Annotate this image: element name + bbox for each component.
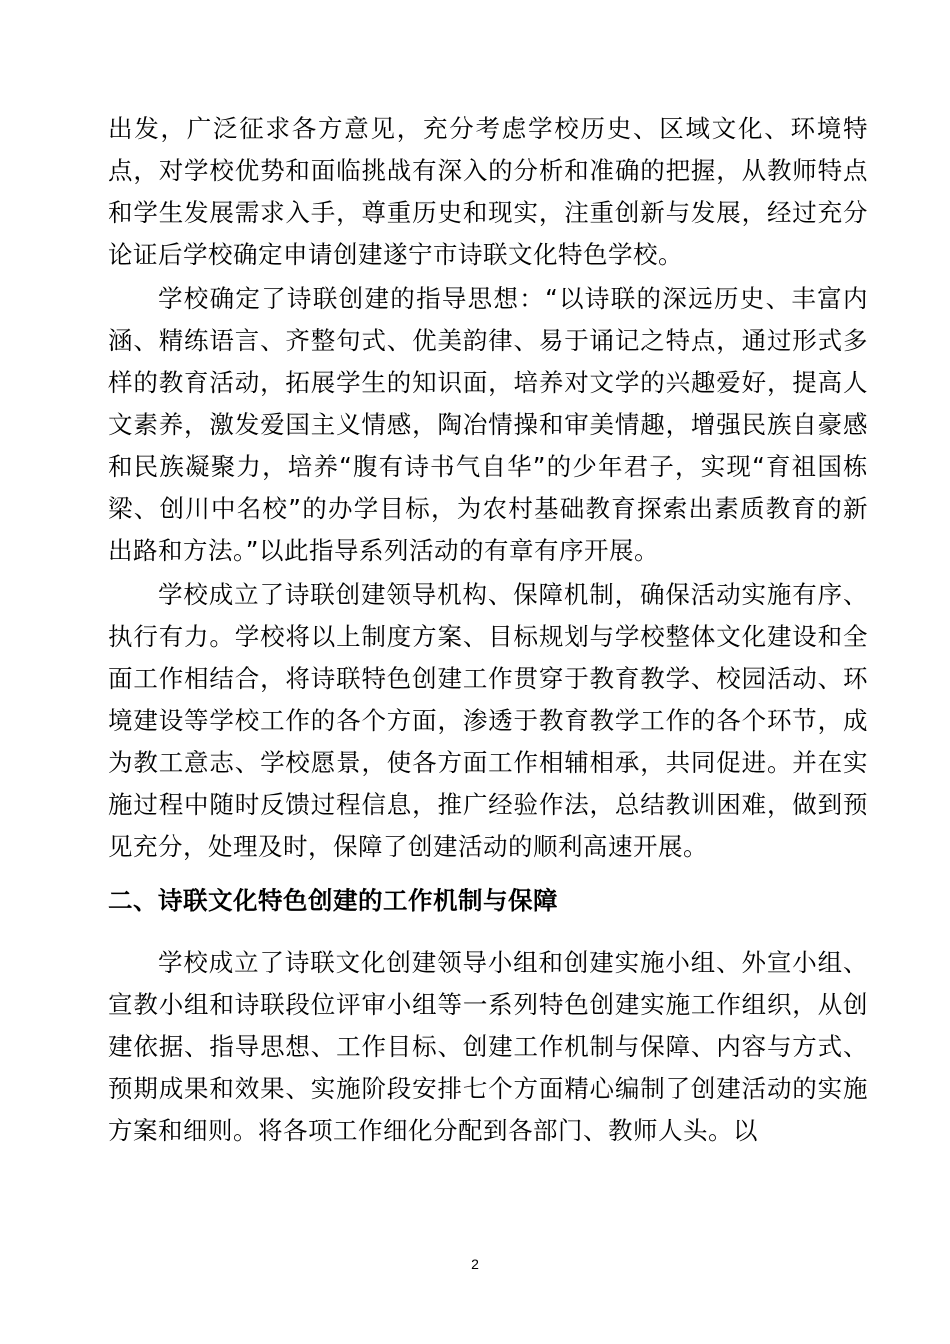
paragraph-continuation: 出发，广泛征求各方意见，充分考虑学校历史、区域文化、环境特点，对学校优势和面临挑战有深入的分析和准确的把握，从教师特点和学生发展需求入手，尊重历史和现实，注重创新与发展，经过充分论证后学校确定申请创建遂宁市诗联文化特色学校。 <box>108 114 868 269</box>
paragraph-work-mechanism: 学校成立了诗联文化创建领导小组和创建实施小组、外宣小组、宣教小组和诗联段位评审小组等一系列特色创建实施工作组织，从创建依据、指导思想、工作目标、创建工作机制与保障、内容与方式、预期成果和效果、实施阶段安排七个方面精心编制了创建活动的实施方案和细则。将各项工作细化分配到各部门、教师人头。以 <box>108 948 868 1145</box>
page-number: 2 <box>471 1256 479 1272</box>
paragraph-leadership: 学校成立了诗联创建领导机构、保障机制，确保活动实施有序、执行有力。学校将以上制度方案、目标规划与学校整体文化建设和全面工作相结合，将诗联特色创建工作贯穿于教育教学、校园活动、环境建设等学校工作的各个方面，渗透于教育教学工作的各个环节，成为教工意志、学校愿景，使各方面工作相辅相承，共同促进。并在实施过程中随时反馈过程信息，推广经验作法，总结教训困难，做到预见充分，处理及时，保障了创建活动的顺利高速开展。 <box>108 580 868 861</box>
section-heading: 二、诗联文化特色创建的工作机制与保障 <box>108 886 558 915</box>
paragraph-guiding-thought: 学校确定了诗联创建的指导思想：“以诗联的深远历史、丰富内涵、精练语言、齐整句式、优美韵律、易于诵记之特点，通过形式多样的教育活动，拓展学生的知识面，培养对文学的兴趣爱好，提高人文素养，激发爱国主义情感，陶冶情操和审美情趣，增强民族自豪感和民族凝聚力，培养“腹有诗书气自华”的少年君子，实现“育祖国栋梁、创川中名校”的办学目标，为农村基础教育探索出素质教育的新出路和方法。”以此指导系列活动的有章有序开展。 <box>108 284 868 565</box>
document-page <box>108 108 868 1152</box>
